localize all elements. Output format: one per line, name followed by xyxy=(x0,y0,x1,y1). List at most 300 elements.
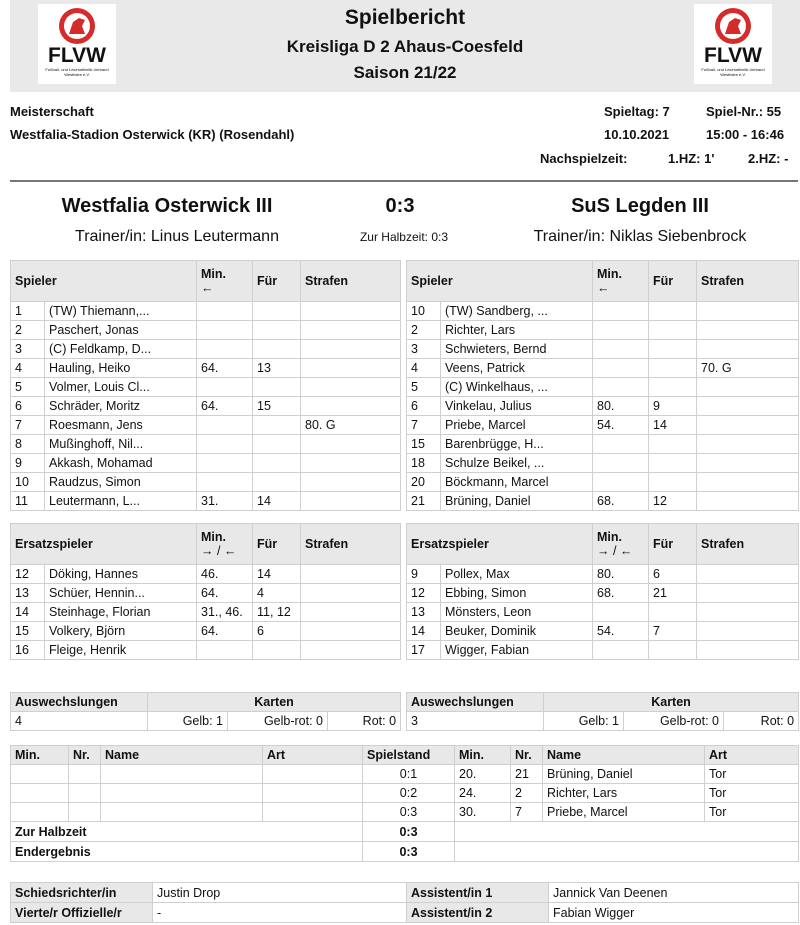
home-goal-min xyxy=(11,784,69,803)
penalty: 70. G xyxy=(697,359,799,378)
penalty xyxy=(301,565,401,584)
sub-minute: 64. xyxy=(197,397,253,416)
penalty xyxy=(697,584,799,603)
match-number: Spiel-Nr.: 55 xyxy=(706,104,782,119)
player-name: (TW) Thiemann,... xyxy=(45,302,197,321)
penalty: 80. G xyxy=(301,416,401,435)
player-name: Paschert, Jonas xyxy=(45,321,197,340)
col-nr: Nr. xyxy=(69,746,101,765)
home-goal-min xyxy=(11,803,69,822)
replaced-number: 12 xyxy=(649,492,697,511)
halftime-score: Zur Halbzeit: 0:3 xyxy=(359,230,449,244)
home-yellow-red: Gelb-rot: 0 xyxy=(228,712,328,731)
away-coach: Trainer/in: Niklas Siebenbrock xyxy=(533,228,747,245)
away-yellow-red: Gelb-rot: 0 xyxy=(624,712,724,731)
table-row xyxy=(11,492,401,511)
home-goal-nr xyxy=(69,765,101,784)
penalty xyxy=(697,416,799,435)
replaced-number xyxy=(253,641,301,660)
sub-minute xyxy=(593,454,649,473)
away-sub-count: 3 xyxy=(407,712,544,731)
stoppage-label: Nachspielzeit: xyxy=(540,151,628,166)
player-name: Böckmann, Marcel xyxy=(441,473,593,492)
away-team-name: SuS Legden III xyxy=(571,195,709,217)
table-row xyxy=(407,378,799,397)
away-goal-name: Priebe, Marcel xyxy=(543,803,705,822)
penalty xyxy=(697,565,799,584)
table-row xyxy=(11,359,401,378)
away-lineup-table xyxy=(406,260,799,511)
sub-minute xyxy=(593,378,649,397)
player-number: 2 xyxy=(11,321,45,340)
table-row xyxy=(407,435,799,454)
col-ersatzspieler: Ersatzspieler xyxy=(407,524,593,565)
table-header-row xyxy=(11,261,401,302)
player-name: Volkery, Björn xyxy=(45,622,197,641)
away-goal-min: 30. xyxy=(455,803,511,822)
player-number: 1 xyxy=(11,302,45,321)
sub-minute xyxy=(593,603,649,622)
table-header-row xyxy=(11,524,401,565)
replaced-number xyxy=(649,454,697,473)
match-date: 10.10.2021 xyxy=(604,127,670,142)
player-number: 10 xyxy=(11,473,45,492)
away-yellow: Gelb: 1 xyxy=(544,712,624,731)
player-number: 4 xyxy=(11,359,45,378)
matchday: Spieltag: 7 xyxy=(604,104,670,119)
penalty xyxy=(697,641,799,660)
replaced-number xyxy=(649,378,697,397)
player-number: 13 xyxy=(11,584,45,603)
home-goal-name xyxy=(101,784,263,803)
officials-table xyxy=(10,882,799,923)
replaced-number xyxy=(253,454,301,473)
replaced-number xyxy=(253,473,301,492)
col-nr: Nr. xyxy=(511,746,543,765)
col-karten: Karten xyxy=(148,693,401,712)
table-row xyxy=(11,435,401,454)
table-row xyxy=(11,473,401,492)
penalty xyxy=(697,454,799,473)
player-number: 5 xyxy=(407,378,441,397)
home-goal-nr xyxy=(69,803,101,822)
svg-text:Westfalen e.V.: Westfalen e.V. xyxy=(720,72,746,77)
table-row xyxy=(11,765,799,784)
flvw-logo-right xyxy=(694,4,772,84)
table-row xyxy=(407,584,799,603)
sub-minute xyxy=(593,321,649,340)
replaced-number: 6 xyxy=(649,565,697,584)
player-name: Leutermann, L... xyxy=(45,492,197,511)
replaced-number: 14 xyxy=(253,492,301,511)
replaced-number xyxy=(253,416,301,435)
match-time: 15:00 - 16:46 xyxy=(706,127,785,142)
table-row xyxy=(407,603,799,622)
table-row xyxy=(407,397,799,416)
table-row xyxy=(407,473,799,492)
replaced-number: 21 xyxy=(649,584,697,603)
player-name: Volmer, Louis Cl... xyxy=(45,378,197,397)
assistant2-label: Assistent/in 2 xyxy=(407,903,549,923)
replaced-number: 6 xyxy=(253,622,301,641)
separator xyxy=(10,180,798,182)
sub-minute: 64. xyxy=(197,584,253,603)
player-number: 11 xyxy=(11,492,45,511)
away-goal-art: Tor xyxy=(705,765,799,784)
halftime-result: 0:3 xyxy=(363,822,455,842)
assistant1-label: Assistent/in 1 xyxy=(407,883,549,903)
replaced-number xyxy=(253,340,301,359)
player-number: 13 xyxy=(407,603,441,622)
col-min: Min. → / ← xyxy=(197,524,253,565)
away-substitutes xyxy=(407,565,799,660)
sub-minute xyxy=(593,473,649,492)
player-name: Priebe, Marcel xyxy=(441,416,593,435)
assistant2-name: Fabian Wigger xyxy=(549,903,799,923)
home-goal-name xyxy=(101,765,263,784)
table-row xyxy=(11,340,401,359)
home-goal-art xyxy=(263,803,363,822)
final-label: Endergebnis xyxy=(11,842,363,862)
svg-text:Westfalen e.V.: Westfalen e.V. xyxy=(64,72,90,77)
player-number: 7 xyxy=(407,416,441,435)
player-name: Steinhage, Florian xyxy=(45,603,197,622)
sub-minute xyxy=(197,454,253,473)
replaced-number: 14 xyxy=(649,416,697,435)
sub-minute: 46. xyxy=(197,565,253,584)
penalty xyxy=(697,473,799,492)
svg-text:Fußball- und Leichtathletik-Ve: Fußball- und Leichtathletik-Verband xyxy=(45,67,109,72)
player-name: Vinkelau, Julius xyxy=(441,397,593,416)
penalty xyxy=(301,321,401,340)
table-row xyxy=(11,784,799,803)
table-row xyxy=(11,565,401,584)
table-row xyxy=(407,565,799,584)
report-header xyxy=(10,0,800,92)
away-red: Rot: 0 xyxy=(724,712,799,731)
player-number: 3 xyxy=(407,340,441,359)
player-name: Fleige, Henrik xyxy=(45,641,197,660)
table-row xyxy=(407,359,799,378)
home-players xyxy=(11,302,401,511)
svg-text:FLVW: FLVW xyxy=(48,44,106,67)
player-number: 2 xyxy=(407,321,441,340)
svg-text:Fußball- und Leichtathletik-Ve: Fußball- und Leichtathletik-Verband xyxy=(701,67,765,72)
table-row xyxy=(407,321,799,340)
table-row xyxy=(11,378,401,397)
player-number: 7 xyxy=(11,416,45,435)
table-row xyxy=(407,302,799,321)
player-number: 12 xyxy=(11,565,45,584)
player-number: 18 xyxy=(407,454,441,473)
penalty xyxy=(301,359,401,378)
table-header-row xyxy=(407,524,799,565)
player-number: 21 xyxy=(407,492,441,511)
sub-minute: 68. xyxy=(593,492,649,511)
goal-score: 0:2 xyxy=(363,784,455,803)
sub-minute xyxy=(197,641,253,660)
svg-text:FLVW: FLVW xyxy=(704,44,762,67)
penalty xyxy=(301,622,401,641)
table-row xyxy=(407,416,799,435)
player-number: 12 xyxy=(407,584,441,603)
sub-minute xyxy=(197,340,253,359)
player-name: Mönsters, Leon xyxy=(441,603,593,622)
sub-minute xyxy=(197,416,253,435)
col-art: Art xyxy=(705,746,799,765)
goal-rows xyxy=(11,765,799,822)
player-name: Döking, Hannes xyxy=(45,565,197,584)
table-row xyxy=(11,397,401,416)
player-name: Ebbing, Simon xyxy=(441,584,593,603)
home-goal-name xyxy=(101,803,263,822)
away-goal-nr: 7 xyxy=(511,803,543,822)
col-art: Art xyxy=(263,746,363,765)
sub-minute xyxy=(593,302,649,321)
col-spieler: Spieler xyxy=(11,261,197,302)
penalty xyxy=(301,603,401,622)
home-coach: Trainer/in: Linus Leutermann xyxy=(75,228,279,245)
replaced-number: 15 xyxy=(253,397,301,416)
penalty xyxy=(301,492,401,511)
penalty xyxy=(697,340,799,359)
table-row xyxy=(11,603,401,622)
penalty xyxy=(301,454,401,473)
table-row xyxy=(407,492,799,511)
sub-minute: 54. xyxy=(593,622,649,641)
player-name: Brüning, Daniel xyxy=(441,492,593,511)
fourth-official-label: Vierte/r Offizielle/r xyxy=(11,903,153,923)
player-name: Richter, Lars xyxy=(441,321,593,340)
player-number: 14 xyxy=(407,622,441,641)
player-number: 8 xyxy=(11,435,45,454)
col-auswechslungen: Auswechslungen xyxy=(407,693,544,712)
penalty xyxy=(301,473,401,492)
home-sub-count: 4 xyxy=(11,712,148,731)
player-number: 6 xyxy=(407,397,441,416)
player-name: Schwieters, Bernd xyxy=(441,340,593,359)
col-min: Min. xyxy=(11,746,69,765)
player-number: 15 xyxy=(407,435,441,454)
penalty xyxy=(301,302,401,321)
sub-minute xyxy=(593,340,649,359)
sub-minute: 31. xyxy=(197,492,253,511)
player-number: 9 xyxy=(11,454,45,473)
replaced-number xyxy=(253,378,301,397)
player-number: 10 xyxy=(407,302,441,321)
player-number: 4 xyxy=(407,359,441,378)
halftime-label: Zur Halbzeit xyxy=(11,822,363,842)
col-spieler: Spieler xyxy=(407,261,593,302)
sub-minute xyxy=(197,321,253,340)
goals-table xyxy=(10,745,799,862)
player-number: 5 xyxy=(11,378,45,397)
replaced-number xyxy=(649,641,697,660)
home-substitutes xyxy=(11,565,401,660)
sub-minute xyxy=(593,435,649,454)
sub-minute: 80. xyxy=(593,397,649,416)
away-goal-min: 24. xyxy=(455,784,511,803)
sub-minute: 64. xyxy=(197,359,253,378)
col-strafen: Strafen xyxy=(697,524,799,565)
away-goal-name: Richter, Lars xyxy=(543,784,705,803)
player-name: (TW) Sandberg, ... xyxy=(441,302,593,321)
competition-type: Meisterschaft xyxy=(10,104,94,119)
replaced-number xyxy=(253,435,301,454)
away-summary-table xyxy=(406,692,799,731)
col-karten: Karten xyxy=(544,693,799,712)
col-min: Min. ← xyxy=(593,261,649,302)
player-number: 17 xyxy=(407,641,441,660)
sub-minute xyxy=(197,473,253,492)
halftime-row xyxy=(11,822,799,842)
table-row xyxy=(11,416,401,435)
away-goal-min: 20. xyxy=(455,765,511,784)
replaced-number: 4 xyxy=(253,584,301,603)
penalty xyxy=(697,603,799,622)
replaced-number: 9 xyxy=(649,397,697,416)
home-red: Rot: 0 xyxy=(328,712,401,731)
player-name: Barenbrügge, H... xyxy=(441,435,593,454)
away-goal-art: Tor xyxy=(705,803,799,822)
player-name: Raudzus, Simon xyxy=(45,473,197,492)
home-yellow: Gelb: 1 xyxy=(148,712,228,731)
replaced-number xyxy=(649,603,697,622)
player-number: 14 xyxy=(11,603,45,622)
penalty xyxy=(301,641,401,660)
table-row xyxy=(11,454,401,473)
table-row xyxy=(407,454,799,473)
col-ersatzspieler: Ersatzspieler xyxy=(11,524,197,565)
final-score: 0:3 xyxy=(385,195,415,217)
col-strafen: Strafen xyxy=(697,261,799,302)
sub-minute xyxy=(593,641,649,660)
venue: Westfalia-Stadion Osterwick (KR) (Rosendahl) xyxy=(10,127,295,142)
replaced-number xyxy=(253,321,301,340)
sub-minute: 31., 46. xyxy=(197,603,253,622)
season: Saison 21/22 xyxy=(353,63,457,82)
assistant1-name: Jannick Van Deenen xyxy=(549,883,799,903)
player-name: Veens, Patrick xyxy=(441,359,593,378)
final-result: 0:3 xyxy=(363,842,455,862)
table-row xyxy=(11,321,401,340)
away-goal-art: Tor xyxy=(705,784,799,803)
sub-minute: 54. xyxy=(593,416,649,435)
player-name: Mußinghoff, Nil... xyxy=(45,435,197,454)
col-min: Min. xyxy=(455,746,511,765)
col-spielstand: Spielstand xyxy=(363,746,455,765)
col-strafen: Strafen xyxy=(301,261,401,302)
penalty xyxy=(301,378,401,397)
referee-label: Schiedsrichter/in xyxy=(11,883,153,903)
col-name: Name xyxy=(101,746,263,765)
replaced-number xyxy=(253,302,301,321)
away-goal-nr: 21 xyxy=(511,765,543,784)
table-row xyxy=(11,584,401,603)
sub-minute xyxy=(593,359,649,378)
stoppage-first-half: 1.HZ: 1' xyxy=(668,151,715,166)
home-summary-table xyxy=(10,692,401,731)
home-team-name: Westfalia Osterwick III xyxy=(61,195,273,217)
league-name: Kreisliga D 2 Ahaus-Coesfeld xyxy=(286,37,524,56)
fourth-official-name: - xyxy=(153,903,407,923)
final-row xyxy=(11,842,799,862)
col-min: Min. ← xyxy=(197,261,253,302)
penalty xyxy=(301,435,401,454)
sub-minute: 80. xyxy=(593,565,649,584)
home-goal-min xyxy=(11,765,69,784)
penalty xyxy=(301,340,401,359)
replaced-number xyxy=(649,473,697,492)
penalty xyxy=(697,378,799,397)
replaced-number xyxy=(649,302,697,321)
col-min: Min. → / ← xyxy=(593,524,649,565)
home-subs-table xyxy=(10,523,401,660)
away-goal-nr: 2 xyxy=(511,784,543,803)
player-name: Hauling, Heiko xyxy=(45,359,197,378)
player-number: 6 xyxy=(11,397,45,416)
player-number: 3 xyxy=(11,340,45,359)
table-row xyxy=(11,302,401,321)
col-fuer: Für xyxy=(649,261,697,302)
penalty xyxy=(697,302,799,321)
replaced-number: 7 xyxy=(649,622,697,641)
player-name: Beuker, Dominik xyxy=(441,622,593,641)
replaced-number xyxy=(649,321,697,340)
sub-minute xyxy=(197,378,253,397)
player-name: Schräder, Moritz xyxy=(45,397,197,416)
referee-name: Justin Drop xyxy=(153,883,407,903)
player-name: (C) Winkelhaus, ... xyxy=(441,378,593,397)
penalty xyxy=(697,622,799,641)
col-fuer: Für xyxy=(253,524,301,565)
player-number: 16 xyxy=(11,641,45,660)
player-number: 9 xyxy=(407,565,441,584)
penalty xyxy=(301,397,401,416)
goal-score: 0:1 xyxy=(363,765,455,784)
table-row xyxy=(407,641,799,660)
player-name: Pollex, Max xyxy=(441,565,593,584)
home-lineup-table xyxy=(10,260,401,511)
player-name: Wigger, Fabian xyxy=(441,641,593,660)
stoppage-second-half: 2.HZ: - xyxy=(748,151,789,166)
penalty xyxy=(697,397,799,416)
goal-score: 0:3 xyxy=(363,803,455,822)
away-subs-table xyxy=(406,523,799,660)
penalty xyxy=(697,435,799,454)
col-fuer: Für xyxy=(649,524,697,565)
table-header-row xyxy=(11,746,799,765)
player-number: 20 xyxy=(407,473,441,492)
table-row xyxy=(11,803,799,822)
replaced-number: 13 xyxy=(253,359,301,378)
away-goal-name: Brüning, Daniel xyxy=(543,765,705,784)
player-number: 15 xyxy=(11,622,45,641)
replaced-number: 14 xyxy=(253,565,301,584)
home-goal-art xyxy=(263,765,363,784)
table-row xyxy=(11,622,401,641)
table-row xyxy=(407,622,799,641)
penalty xyxy=(697,492,799,511)
replaced-number xyxy=(649,359,697,378)
flvw-logo-left xyxy=(38,4,116,84)
player-name: Roesmann, Jens xyxy=(45,416,197,435)
replaced-number: 11, 12 xyxy=(253,603,301,622)
report-title: Spielbericht xyxy=(344,6,466,29)
table-row xyxy=(407,340,799,359)
table-row xyxy=(11,641,401,660)
replaced-number xyxy=(649,340,697,359)
